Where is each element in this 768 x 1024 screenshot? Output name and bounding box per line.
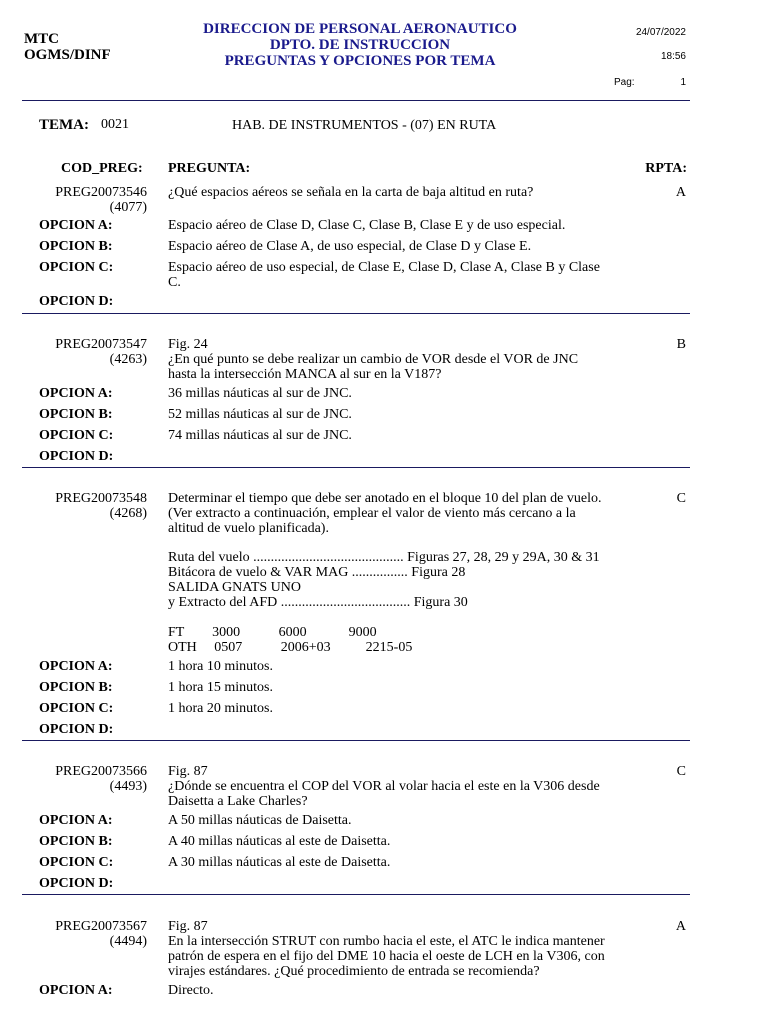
option-a-label: OPCION A: — [39, 386, 113, 401]
column-header-answer: RPTA: — [645, 161, 687, 176]
tema-code: 0021 — [101, 117, 129, 132]
option-a-label: OPCION A: — [39, 983, 113, 998]
option-a-text: A 50 millas náuticas de Daisetta. — [168, 813, 352, 828]
question-text: En la intersección STRUT con rumbo hacia el este, el ATC le indica mantener patrón de espera en el fijo del DME 10 hacia el oeste de LCH en la V306, con virajes estándares. ¿Qué procedimiento de entrada se recomienda? — [168, 934, 605, 979]
option-d-label: OPCION D: — [39, 722, 114, 737]
option-d-label: OPCION D: — [39, 294, 114, 309]
reference-line: Bitácora de vuelo & VAR MAG ................ Figura 28 — [168, 565, 466, 580]
question-number: (4263) — [109, 352, 147, 367]
question-text: ¿Qué espacios aéreos se señala en la carta de baja altitud en ruta? — [168, 185, 534, 200]
option-b-label: OPCION B: — [39, 239, 113, 254]
option-c-text: Espacio aéreo de uso especial, de Clase E, Clase D, Clase A, Clase B y Clase C. — [168, 260, 600, 290]
page-label: Pag: — [614, 77, 635, 88]
question-number: (4493) — [109, 779, 147, 794]
question-id: PREG20073547 — [55, 337, 147, 352]
question-text-block — [168, 764, 610, 809]
option-a-label: OPCION A: — [39, 218, 113, 233]
option-b-text: 52 millas náuticas al sur de JNC. — [168, 407, 352, 422]
option-d-label: OPCION D: — [39, 876, 114, 891]
question-divider — [22, 467, 690, 468]
question-text: Determinar el tiempo que debe ser anotado en el bloque 10 del plan de vuelo. (Ver extracto a continuación, emplear el valor de viento más cercano a la altitud de vuelo planificada). — [168, 491, 602, 536]
question-id: PREG20073546 — [55, 185, 147, 200]
question-answer: A — [675, 185, 686, 200]
option-c-text: 1 hora 20 minutos. — [168, 701, 273, 716]
wind-table — [168, 625, 610, 655]
option-b-text: A 40 millas náuticas al este de Daisetta. — [168, 834, 391, 849]
question-text: ¿En qué punto se debe realizar un cambio de VOR desde el VOR de JNC hasta la intersección MANCA al sur en la V187? — [168, 352, 579, 382]
question-answer: C — [676, 491, 686, 506]
reference-lines — [168, 550, 610, 610]
question-answer: A — [675, 919, 686, 934]
tema-description: HAB. DE INSTRUMENTOS - (07) EN RUTA — [232, 118, 497, 133]
question-id: PREG20073567 — [55, 919, 147, 934]
wind-table-row: OTH 0507 2006+03 2215-05 — [168, 640, 413, 655]
report-time: 18:56 — [660, 51, 686, 62]
option-a-text: Espacio aéreo de Clase D, Clase C, Clase B, Clase E y de uso especial. — [168, 218, 566, 233]
report-date: 24/07/2022 — [635, 27, 686, 38]
option-b-label: OPCION B: — [39, 834, 113, 849]
option-b-text: Espacio aéreo de Clase A, de uso especial, de Clase D y Clase E. — [168, 239, 532, 254]
question-answer: C — [676, 764, 686, 779]
wind-table-row: FT 3000 6000 9000 — [168, 625, 377, 640]
option-c-text: 74 millas náuticas al sur de JNC. — [168, 428, 352, 443]
option-a-label: OPCION A: — [39, 813, 113, 828]
question-divider — [22, 894, 690, 895]
option-d-label: OPCION D: — [39, 449, 114, 464]
reference-line: y Extracto del AFD ..................................... Figura 30 — [168, 595, 468, 610]
question-text-block — [168, 919, 610, 979]
option-a-text: 36 millas náuticas al sur de JNC. — [168, 386, 352, 401]
org-line-2: OGMS/DINF — [24, 47, 111, 63]
option-c-label: OPCION C: — [39, 428, 114, 443]
option-c-text: A 30 millas náuticas al este de Daisetta. — [168, 855, 391, 870]
question-number: (4494) — [109, 934, 147, 949]
reference-line: SALIDA GNATS UNO — [168, 580, 302, 595]
column-header-question: PREGUNTA: — [168, 161, 251, 176]
page-number: 1 — [680, 77, 686, 88]
report-title-2: DPTO. DE INSTRUCCION — [269, 37, 451, 53]
report-title-1: DIRECCION DE PERSONAL AERONAUTICO — [203, 21, 517, 37]
figure-reference: Fig. 24 — [168, 337, 208, 352]
option-b-label: OPCION B: — [39, 407, 113, 422]
question-divider — [22, 313, 690, 314]
option-a-text: 1 hora 10 minutos. — [168, 659, 273, 674]
question-number: (4077) — [109, 200, 147, 215]
tema-label: TEMA: — [39, 117, 89, 133]
option-c-label: OPCION C: — [39, 855, 114, 870]
question-divider — [22, 740, 690, 741]
question-number: (4268) — [109, 506, 147, 521]
question-text: ¿Dónde se encuentra el COP del VOR al volar hacia el este en la V306 desde Daisetta a Lake Charles? — [168, 779, 600, 809]
org-line-1: MTC — [24, 31, 59, 47]
reference-line: Ruta del vuelo ........................................... Figuras 27, 28, 29 y 29A, 30 & 31 — [168, 550, 600, 565]
question-answer: B — [676, 337, 686, 352]
header-divider — [22, 100, 690, 101]
column-header-code: COD_PREG: — [61, 161, 143, 176]
organization-block — [24, 31, 111, 63]
figure-reference: Fig. 87 — [168, 919, 208, 934]
option-c-label: OPCION C: — [39, 260, 114, 275]
option-a-text: Directo. — [168, 983, 214, 998]
figure-reference: Fig. 87 — [168, 764, 208, 779]
question-id: PREG20073548 — [55, 491, 147, 506]
question-id: PREG20073566 — [55, 764, 147, 779]
option-b-text: 1 hora 15 minutos. — [168, 680, 273, 695]
option-a-label: OPCION A: — [39, 659, 113, 674]
report-title-block — [160, 21, 560, 69]
option-c-label: OPCION C: — [39, 701, 114, 716]
option-b-label: OPCION B: — [39, 680, 113, 695]
question-text-block — [168, 337, 610, 382]
report-title-3: PREGUNTAS Y OPCIONES POR TEMA — [224, 53, 496, 69]
